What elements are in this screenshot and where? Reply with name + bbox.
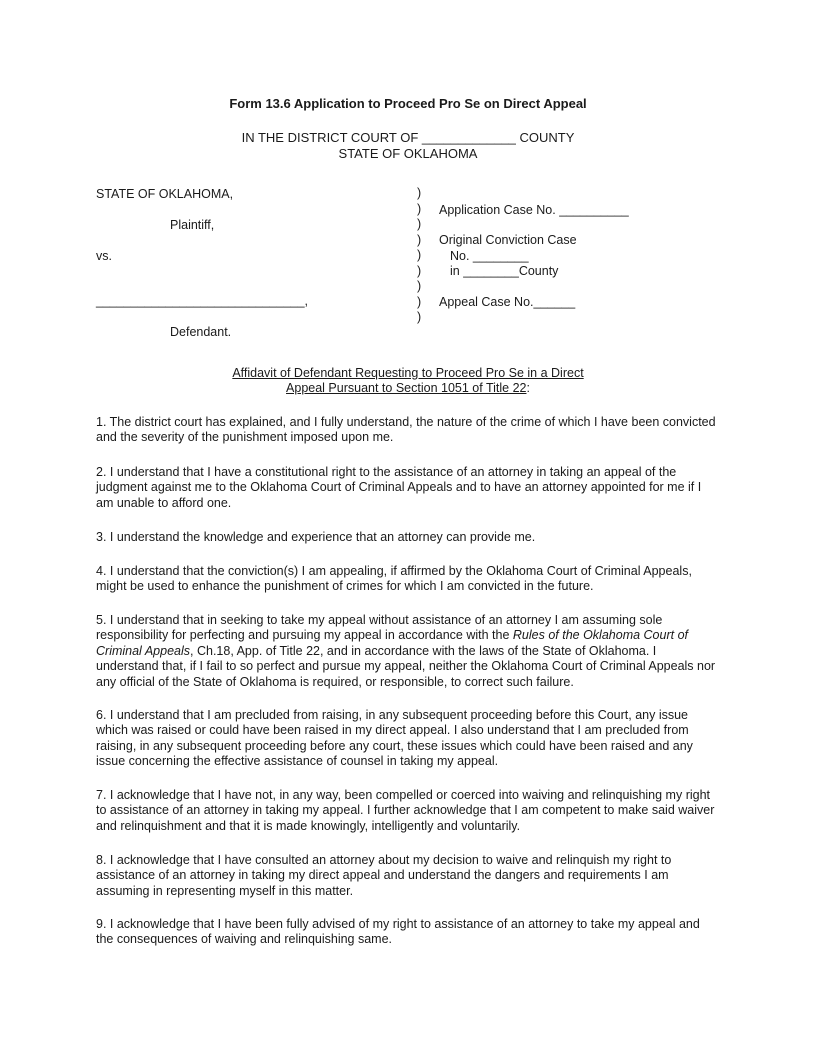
affidavit-title-line-1: Affidavit of Defendant Requesting to Proceed Pro Se in a Direct [232, 366, 584, 380]
paren-line: ) [417, 232, 422, 247]
state-line: STATE OF OKLAHOMA [338, 146, 478, 161]
paragraph-5 [96, 613, 720, 690]
conviction-county: in ________County [450, 264, 559, 278]
paragraph-7: 7. I acknowledge that I have not, in any way, been compelled or coerced into waiving and relinquishing my right to assistance of an attorney in taking my appeal. I further acknowledge that I am competent to make said waiver and relinquishment and that it is made knowingly, intelligently and voluntarily. [96, 788, 715, 833]
paren-line: ) [417, 294, 422, 309]
defendant-name-blank: ______________________________, [96, 294, 309, 308]
paren-line: ) [417, 201, 422, 216]
caption-divider [417, 186, 421, 326]
form-title: Form 13.6 Application to Proceed Pro Se on Direct Appeal [229, 96, 587, 111]
paren-line: ) [417, 263, 422, 278]
paragraph-1: 1. The district court has explained, and I fully understand, the nature of the crime of which I have been convicted and the severity of the punishment imposed upon me. [96, 415, 716, 445]
conviction-case-number: No. ________ [450, 249, 529, 263]
paren-line: ) [417, 248, 422, 262]
paragraph-2: 2. I understand that I have a constitutional right to the assistance of an attorney in taking an appeal of the judgment against me to the Oklahoma Court of Criminal Appeals and to have an attorney appointed for me if I am unable to afford one. [96, 465, 702, 510]
paragraph-9: 9. I acknowledge that I have been fully advised of my right to assistance of an attorney to take my appeal and the consequences of waiving and relinquishing same. [96, 917, 700, 947]
rules-citation: Rules of the Oklahoma Court of Criminal Appeals [96, 628, 688, 658]
paren-line: ) [417, 279, 422, 293]
court-line: IN THE DISTRICT COURT OF _____________ COUNTY [241, 130, 575, 145]
application-case-number: Application Case No. __________ [439, 203, 629, 217]
versus-label: vs. [96, 249, 112, 263]
affidavit-title-line-2: Appeal Pursuant to Section 1051 of Title 22 [286, 381, 527, 395]
paragraph-3: 3. I understand the knowledge and experience that an attorney can provide me. [96, 530, 536, 544]
paren-line: ) [417, 310, 422, 324]
paren-line: ) [417, 186, 422, 200]
appeal-case-number: Appeal Case No.______ [439, 295, 576, 309]
affidavit-title [0, 366, 816, 396]
paragraph-6: 6. I understand that I am precluded from raising, in any subsequent proceeding before this Court, any issue which was raised or could have been raised in my direct appeal. I also understand that I am precluded from raising, in any subsequent proceeding before any court, these issues which could have been raised and any issue concerning the effective assistance of counsel in taking my appeal. [96, 708, 693, 769]
paragraph-4: 4. I understand that the conviction(s) I am appealing, if affirmed by the Oklahoma Court of Criminal Appeals, might be used to enhance the punishment of crimes for which I am convicted in the future. [96, 564, 692, 594]
affidavit-title-colon: : [526, 381, 530, 395]
plaintiff-name: STATE OF OKLAHOMA, [96, 187, 234, 201]
plaintiff-label: Plaintiff, [170, 218, 215, 232]
defendant-label: Defendant. [170, 325, 232, 339]
paragraph-5-part-a: 5. I understand that in seeking to take my appeal without assistance of an attorney I am assuming sole responsibility for perfecting and pursuing my appeal in accordance with the [96, 613, 663, 643]
paragraph-5-part-b: , Ch.18, App. of Title 22, and in accordance with the laws of the State of Oklahoma. I understand that, if I fail to so perfect and pursue my appeal, neither the Oklahoma Court of Criminal Appeals nor any official of the State of Oklahoma is required, or responsible, to correct such failure. [96, 643, 716, 689]
original-conviction-case: Original Conviction Case [439, 233, 577, 247]
paragraph-8: 8. I acknowledge that I have consulted an attorney about my decision to waive and relinquish my right to assistance of an attorney in taking my direct appeal and understand the dangers and requirements I am assuming in representing myself in this matter. [96, 853, 672, 898]
paren-line: ) [417, 217, 422, 231]
